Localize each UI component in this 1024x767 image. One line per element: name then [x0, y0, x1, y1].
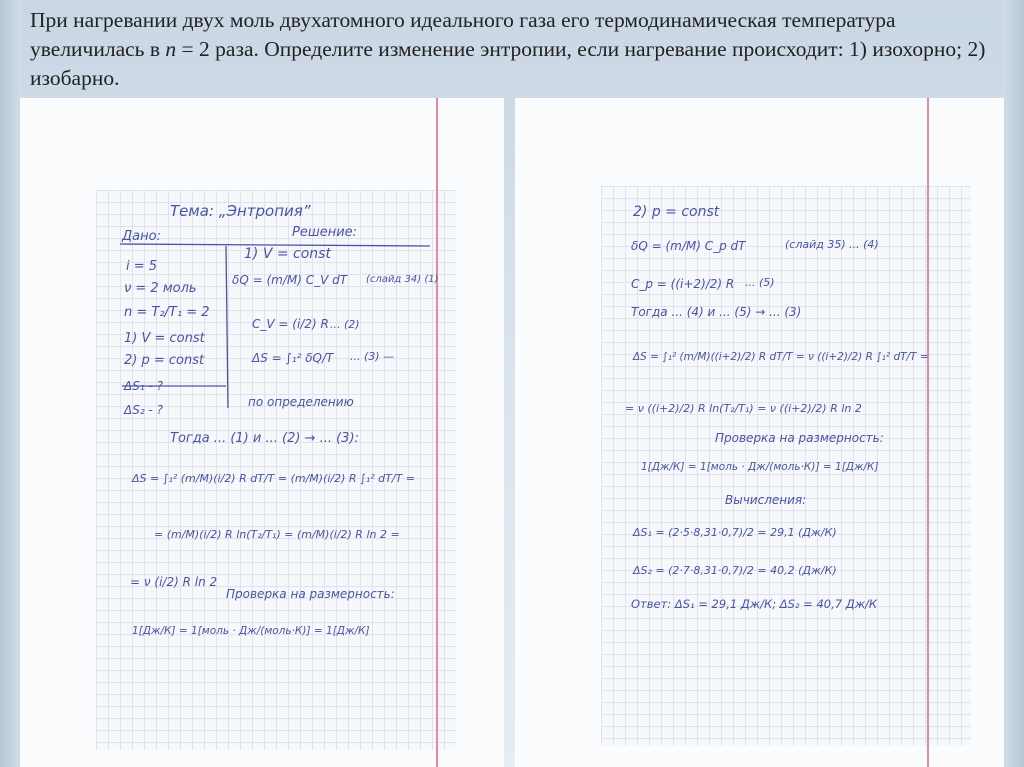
slide-border-right	[1002, 0, 1024, 767]
answer: Ответ: ΔS₁ = 29,1 Дж/К; ΔS₂ = 40,7 Дж/К	[631, 597, 878, 611]
given-item: ν = 2 моль	[124, 281, 197, 296]
step2-condition: 2) p = const	[633, 204, 720, 220]
dimension-check-label: Проверка на размерность:	[226, 587, 395, 601]
n-symbol: n	[165, 37, 177, 61]
given-item: ΔS₁ - ?	[124, 379, 163, 393]
calc-ds2: ΔS₂ = (2·7·8,31·0,7)/2 = 40,2 (Дж/К)	[633, 564, 837, 577]
handwriting-left	[20, 98, 504, 767]
eq-dq-p: δQ = (m/M) C_p dT	[631, 239, 746, 253]
handwriting-right	[515, 98, 1004, 767]
given-item: 1) V = const	[124, 331, 205, 346]
scanned-page-left	[20, 98, 504, 767]
eq-integral-p: ΔS = ∫₁² (m/M)((i+2)/2) R dT/T = ν ((i+2)/2) R ∫₁² dT/T =	[633, 351, 929, 363]
calculations-label: Вычисления:	[725, 493, 807, 507]
calc-ds1: ΔS₁ = (2·5·8,31·0,7)/2 = 29,1 (Дж/К)	[633, 526, 837, 539]
eq-result-p: = ν ((i+2)/2) R ln(T₂/T₁) = ν ((i+2)/2) R ln 2	[625, 402, 862, 415]
eq-result-v: = ν (i/2) R ln 2	[130, 575, 218, 589]
given-label: Дано:	[122, 229, 161, 244]
eq-cp-ref: ... (5)	[745, 276, 775, 289]
task-statement: При нагревании двух моль двухатомного идеального газа его термодинамическая температура увеличилась в n = 2 раза. Определите изменение энтропии, если нагревание происходит: 1) изохорно; 2) изобарно.	[30, 8, 986, 90]
then-line: Тогда ... (1) и ... (2) → ... (3):	[170, 431, 359, 446]
given-item: 2) p = const	[124, 353, 205, 368]
eq-entropy-def-ref: ... (3) —	[350, 350, 395, 363]
dimension-check-label: Проверка на размерность:	[715, 431, 884, 445]
eq-cv: C_V = (i/2) R	[252, 317, 329, 331]
eq-dq-p-ref: (слайд 35) ... (4)	[785, 238, 879, 251]
by-definition: по определению	[248, 395, 354, 409]
eq-integral: ΔS = ∫₁² (m/M)(i/2) R dT/T = (m/M)(i/2) R ∫₁² dT/T =	[132, 472, 415, 485]
eq-log: = (m/M)(i/2) R ln(T₂/T₁) = (m/M)(i/2) R ln 2 =	[154, 528, 400, 541]
units-check: 1[Дж/К] = 1[моль · Дж/(моль·К)] = 1[Дж/К]	[132, 625, 370, 637]
eq-dq-v: δQ = (m/M) C_V dT	[232, 273, 348, 287]
units-check: 1[Дж/К] = 1[моль · Дж/(моль·К)] = 1[Дж/К]	[641, 461, 879, 473]
given-item: n = T₂/T₁ = 2	[124, 305, 210, 320]
eq-cp: C_p = ((i+2)/2) R	[631, 277, 735, 291]
given-divider	[226, 246, 228, 408]
scanned-page-right	[515, 98, 1004, 767]
slide-border-left	[0, 0, 22, 767]
solution-label: Решение:	[292, 225, 358, 240]
eq-entropy-def: ΔS = ∫₁² δQ/T	[252, 351, 334, 365]
eq-dq-v-ref: (слайд 34) (1)	[366, 274, 439, 285]
step1-condition: 1) V = const	[244, 246, 331, 262]
eq-cv-ref: ... (2)	[330, 318, 360, 331]
given-item: i = 5	[126, 259, 158, 274]
given-item: ΔS₂ - ?	[124, 403, 163, 417]
topic-title: Тема: „Энтропия”	[170, 202, 311, 220]
then-line: Тогда ... (4) и ... (5) → ... (3)	[631, 305, 802, 319]
